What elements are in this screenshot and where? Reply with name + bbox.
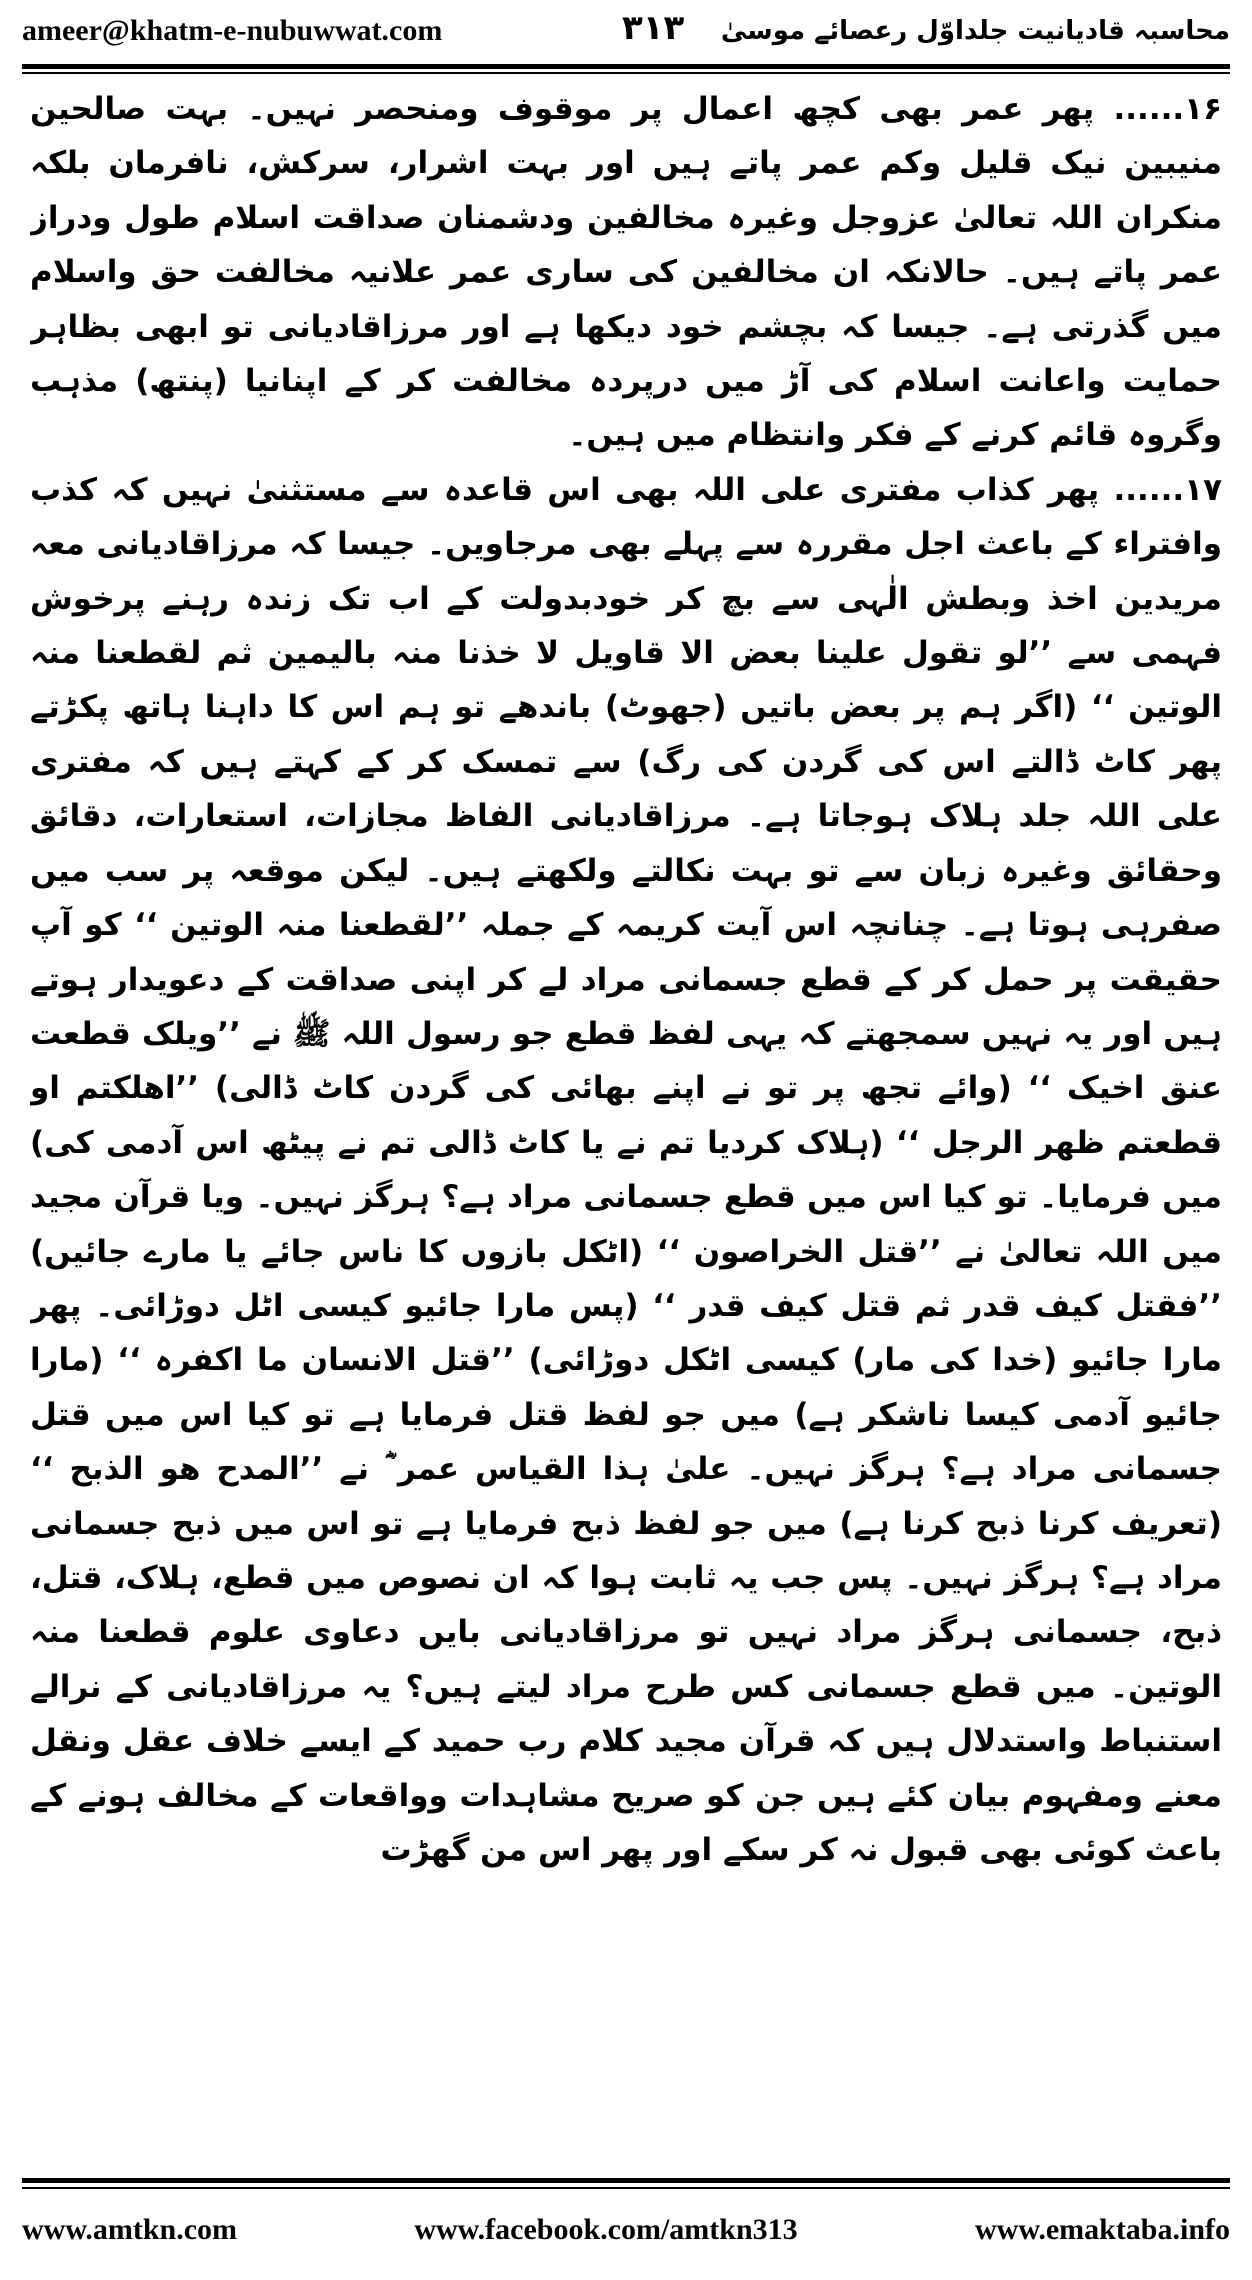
page-body xyxy=(30,82,1222,2152)
page-header xyxy=(22,0,1230,62)
footer-rule-thin xyxy=(22,2187,1230,2189)
header-email: ameer@khatm-e-nubuwwat.com xyxy=(22,14,443,47)
paragraph-number: ۱۷...... xyxy=(1113,471,1222,508)
page-footer xyxy=(22,2200,1230,2260)
paragraph-text: پھر عمر بھی کچھ اعمال پر موقوف ومنحصر نہیں۔ بہت صالحین منیبین نیک قلیل وکم عمر پاتے ہیں اور بہت اشرار، سرکش، نافرمان بلکہ منکران اللہ تعالیٰ عزوجل وغیرہ مخالفین ودشمنان صداقت اسلام طول ودراز عمر پاتے ہیں۔ حالانکہ ان مخالفین کی ساری عمر علانیہ مخالفت حق واسلام میں گذرتی ہے۔ جیسا کہ بچشم خود دیکھا ہے اور مرزاقادیانی تو ابھی بظاہر حمایت واعانت اسلام کی آڑ میں درپردہ مخالفت کر کے اپنانیا (پنتھ) مذہب وگروہ قائم کرنے کے فکر وانتظام میں ہیں۔ xyxy=(30,91,1222,454)
header-rule-thin xyxy=(22,72,1230,74)
header-rule xyxy=(22,64,1230,69)
paragraph-17 xyxy=(30,463,1222,1878)
paragraph-text: پھر کذاب مفتری علی اللہ بھی اس قاعدہ سے مستثنیٰ نہیں کہ کذب وافتراء کے باعث اجل مقررہ سے پہلے بھی مرجاویں۔ جیسا کہ مرزاقادیانی معہ مریدین اخذ وبطش الٰہی سے بچ کر خودبدولت کے اب تک زندہ رہنے پرخوش فہمی سے ’’لو تقول علینا بعض الا قاویل لا خذنا منہ بالیمین ثم لقطعنا منہ الوتین ‘‘ (اگر ہم پر بعض باتیں (جھوٹ) باندھے تو ہم اس کا داہنا ہاتھ پکڑتے پھر کاٹ ڈالتے اس کی گردن کی رگ) سے تمسک کر کے کہتے ہیں کہ مفتری علی اللہ جلد ہلاک ہوجاتا ہے۔ مرزاقادیانی الفاظ مجازات، استعارات، دقائق وحقائق وغیرہ زبان سے تو بہت نکالتے ولکھتے ہیں۔ لیکن موقعہ پر سب میں صفرہی ہوتا ہے۔ چنانچہ اس آیت کریمہ کے جملہ ’’لقطعنا منہ الوتین ‘‘ کو آپ حقیقت پر حمل کر کے قطع جسمانی مراد لے کر اپنی صداقت کے دعویدار ہوتے ہیں اور یہ نہیں سمجھتے کہ یہی لفظ قطع جو رسول اللہ ﷺ نے ’’ویلک قطعت عنق اخیک ‘‘ (وائے تجھ پر تو نے اپنے بھائی کی گردن کاٹ ڈالی) ’’اھلکتم او قطعتم ظھر الرجل ‘‘ (ہلاک کردیا تم نے یا کاٹ ڈالی تم نے پیٹھ اس آدمی کی) میں فرمایا۔ تو کیا اس میں قطع جسمانی مراد ہے؟ ہرگز نہیں۔ ویا قرآن مجید میں اللہ تعالیٰ نے ’’قتل الخراصون ‘‘ (اٹکل بازوں کا ناس جائے یا مارے جائیں) ’’فقتل کیف قدر ثم قتل کیف قدر ‘‘ (پس مارا جائیو کیسی اٹل دوڑائی۔ پھر مارا جائیو (خدا کی مار) کیسی اٹکل دوڑائی) ’’قتل الانسان ما اکفرہ ‘‘ (مارا جائیو آدمی کیسا ناشکر ہے) میں جو لفظ قتل فرمایا ہے تو کیا اس میں قتل جسمانی مراد ہے؟ ہرگز نہیں۔ علیٰ ہذا القیاس عمر ؓ نے ’’المدح ھو الذبح ‘‘ (تعریف کرنا ذبح کرنا ہے) میں جو لفظ ذبح فرمایا ہے تو اس میں ذبح جسمانی مراد ہے؟ ہرگز نہیں۔ پس جب یہ ثابت ہوا کہ ان نصوص میں قطع، ہلاک، قتل، ذبح، جسمانی ہرگز مراد نہیں تو مرزاقادیانی بایں دعاوی علوم قطعنا منہ الوتین۔ میں قطع جسمانی کس طرح مراد لیتے ہیں؟ یہ مرزاقادیانی کے نرالے استنباط واستدلال ہیں کہ قرآن مجید کلام رب حمید کے ایسے خلاف عقل ونقل معنے ومفہوم بیان کئے ہیں جن کو صریح مشاہدات وواقعات کے مخالف ہونے کے باعث کوئی بھی قبول نہ کر سکے اور پھر اس من گھڑت xyxy=(30,471,1222,1868)
footer-link-amtkn[interactable]: www.amtkn.com xyxy=(22,2213,237,2246)
footer-link-facebook[interactable]: www.facebook.com/amtkn313 xyxy=(414,2213,798,2246)
book-title: محاسبہ قادیانیت جلداوّل رعصائے موسیٰ xyxy=(720,16,1230,46)
paragraph-16 xyxy=(30,82,1222,463)
page-number: ۳۱۳ xyxy=(622,8,685,48)
footer-link-emaktaba[interactable]: www.emaktaba.info xyxy=(974,2213,1230,2246)
footer-rule xyxy=(22,2178,1230,2183)
paragraph-number: ۱۶...... xyxy=(1113,91,1222,127)
